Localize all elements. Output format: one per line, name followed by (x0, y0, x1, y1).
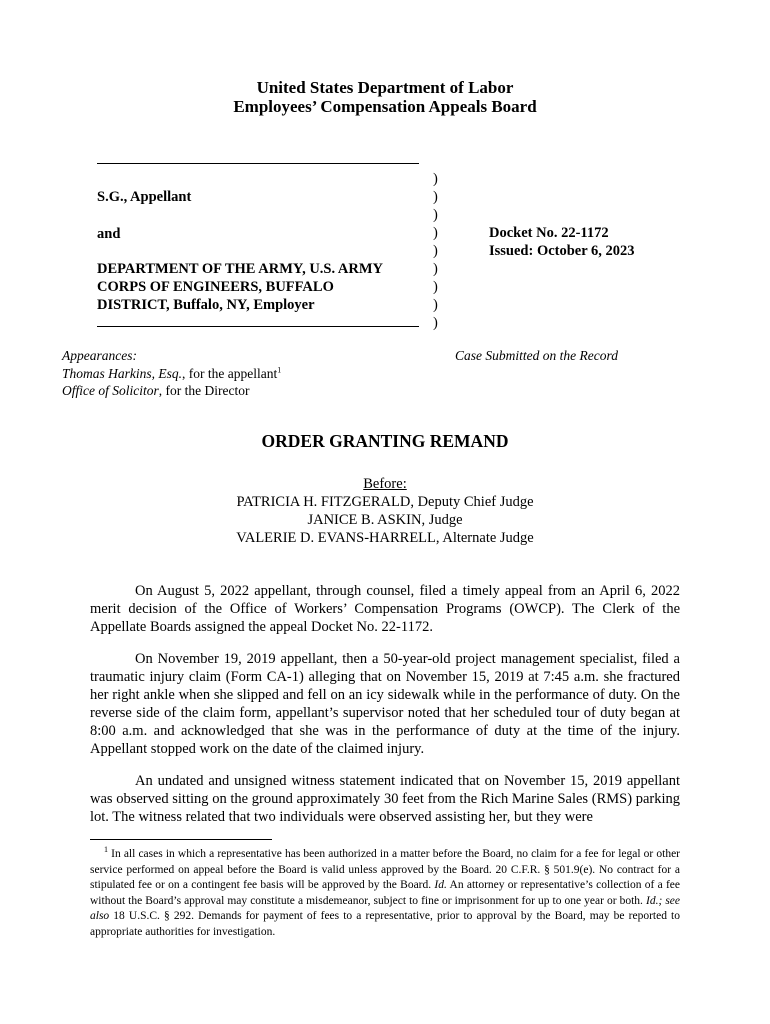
attorney-role: , for the appellant (182, 365, 278, 381)
paren: ) (433, 243, 438, 259)
judge-name: PATRICIA H. FITZGERALD, Deputy Chief Judge (236, 494, 534, 510)
caption-parentheses (433, 170, 438, 332)
docket-number: Docket No. 22-1172 (489, 225, 609, 241)
order-title: ORDER GRANTING REMAND (261, 431, 509, 451)
submitted-note: Case Submitted on the Record (455, 348, 618, 363)
appearances-label: Appearances: (62, 348, 137, 363)
paren: ) (433, 279, 438, 295)
paren: ) (433, 297, 438, 313)
caption-top-rule (97, 163, 419, 164)
employer-line: CORPS OF ENGINEERS, BUFFALO (97, 279, 334, 295)
footnote (90, 847, 680, 940)
paren: ) (433, 315, 438, 331)
paren: ) (433, 261, 438, 277)
employer-line: DISTRICT, Buffalo, NY, Employer (97, 297, 315, 313)
solicitor-role: , for the Director (158, 383, 250, 398)
attorney-name: Thomas Harkins, Esq. (62, 365, 183, 381)
and-label: and (97, 226, 121, 242)
employer-block (97, 260, 383, 314)
judge-name: VALERIE D. EVANS-HARRELL, Alternate Judge (236, 530, 534, 546)
paren: ) (433, 189, 438, 205)
footnote-text: An attorney or representative’s collection of a fee without the Board’s approval may constitute a misdemeanor, subject to fine or imprisonment for up to one year or both. (90, 879, 680, 907)
judges-panel (0, 475, 770, 547)
footnote-text: 18 U.S.C. § 292. Demands for payment of fees to a representative, prior to approval by the Board, may be reported to appropriate authorities for investigation. (90, 910, 681, 938)
footnote-citation: Id. (645, 894, 659, 907)
footnote-ref: 1 (277, 365, 282, 374)
judge-name: JANICE B. ASKIN, Judge (307, 512, 463, 528)
before-label: Before: (363, 476, 407, 492)
footnote-number: 1 (104, 845, 108, 855)
body-paragraph: On August 5, 2022 appellant, through counsel, filed a timely appeal from an April 6, 2022 merit decision of the Office of Workers’ Compensation Programs (OWCP). The Clerk of the Appellate Boards assigned the appeal Docket No. 22-1172. (90, 583, 680, 635)
footnote-text: In all cases in which a representative has been authorized in a matter before the Board, no claim for a fee for legal or other service performed on appeal before the Board is valid unless approved by the Board. 20 C.F.R. § 501.9(e). No contract for a stipulated fee or on a contingent fee basis will be approved by the Board. (90, 848, 680, 891)
footnote-rule (90, 839, 272, 840)
solicitor-name: Office of Solicitor (62, 383, 159, 398)
appearances-block (62, 347, 281, 400)
issued-date: Issued: October 6, 2023 (489, 243, 635, 259)
body-paragraph: An undated and unsigned witness statement indicated that on November 15, 2019 appellant was observed sitting on the ground approximately 30 feet from the Rich Marine Sales (RMS) parking lot. The witness related that two individuals were observed assisting her, but they were (90, 773, 680, 825)
docket-block (489, 224, 635, 260)
paren: ) (433, 207, 438, 223)
employer-line: DEPARTMENT OF THE ARMY, U.S. ARMY (97, 261, 384, 277)
agency-title: United States Department of Labor (256, 78, 514, 97)
appellant-label: S.G., Appellant (97, 189, 192, 205)
caption-bottom-rule (97, 326, 419, 327)
board-title: Employees’ Compensation Appeals Board (233, 97, 537, 116)
paren: ) (433, 225, 438, 241)
paren: ) (433, 171, 438, 187)
footnote-see-also: ; see also (90, 894, 681, 922)
body-paragraph: On November 19, 2019 appellant, then a 50-year-old project management specialist, filed a traumatic injury claim (Form CA-1) alleging that on November 15, 2019 at 7:45 a.m. she fractured her right ankle when she slipped and fell on an icy sidewalk while in the performance of duty. On the reverse side of the claim form, appellant’s supervisor noted that her scheduled tour of duty began at 8:00 a.m. and acknowledged that she was in the performance of duty at the time of the injury. Appellant stopped work on the date of the claimed injury. (90, 651, 680, 757)
footnote-citation: Id. (434, 879, 447, 891)
